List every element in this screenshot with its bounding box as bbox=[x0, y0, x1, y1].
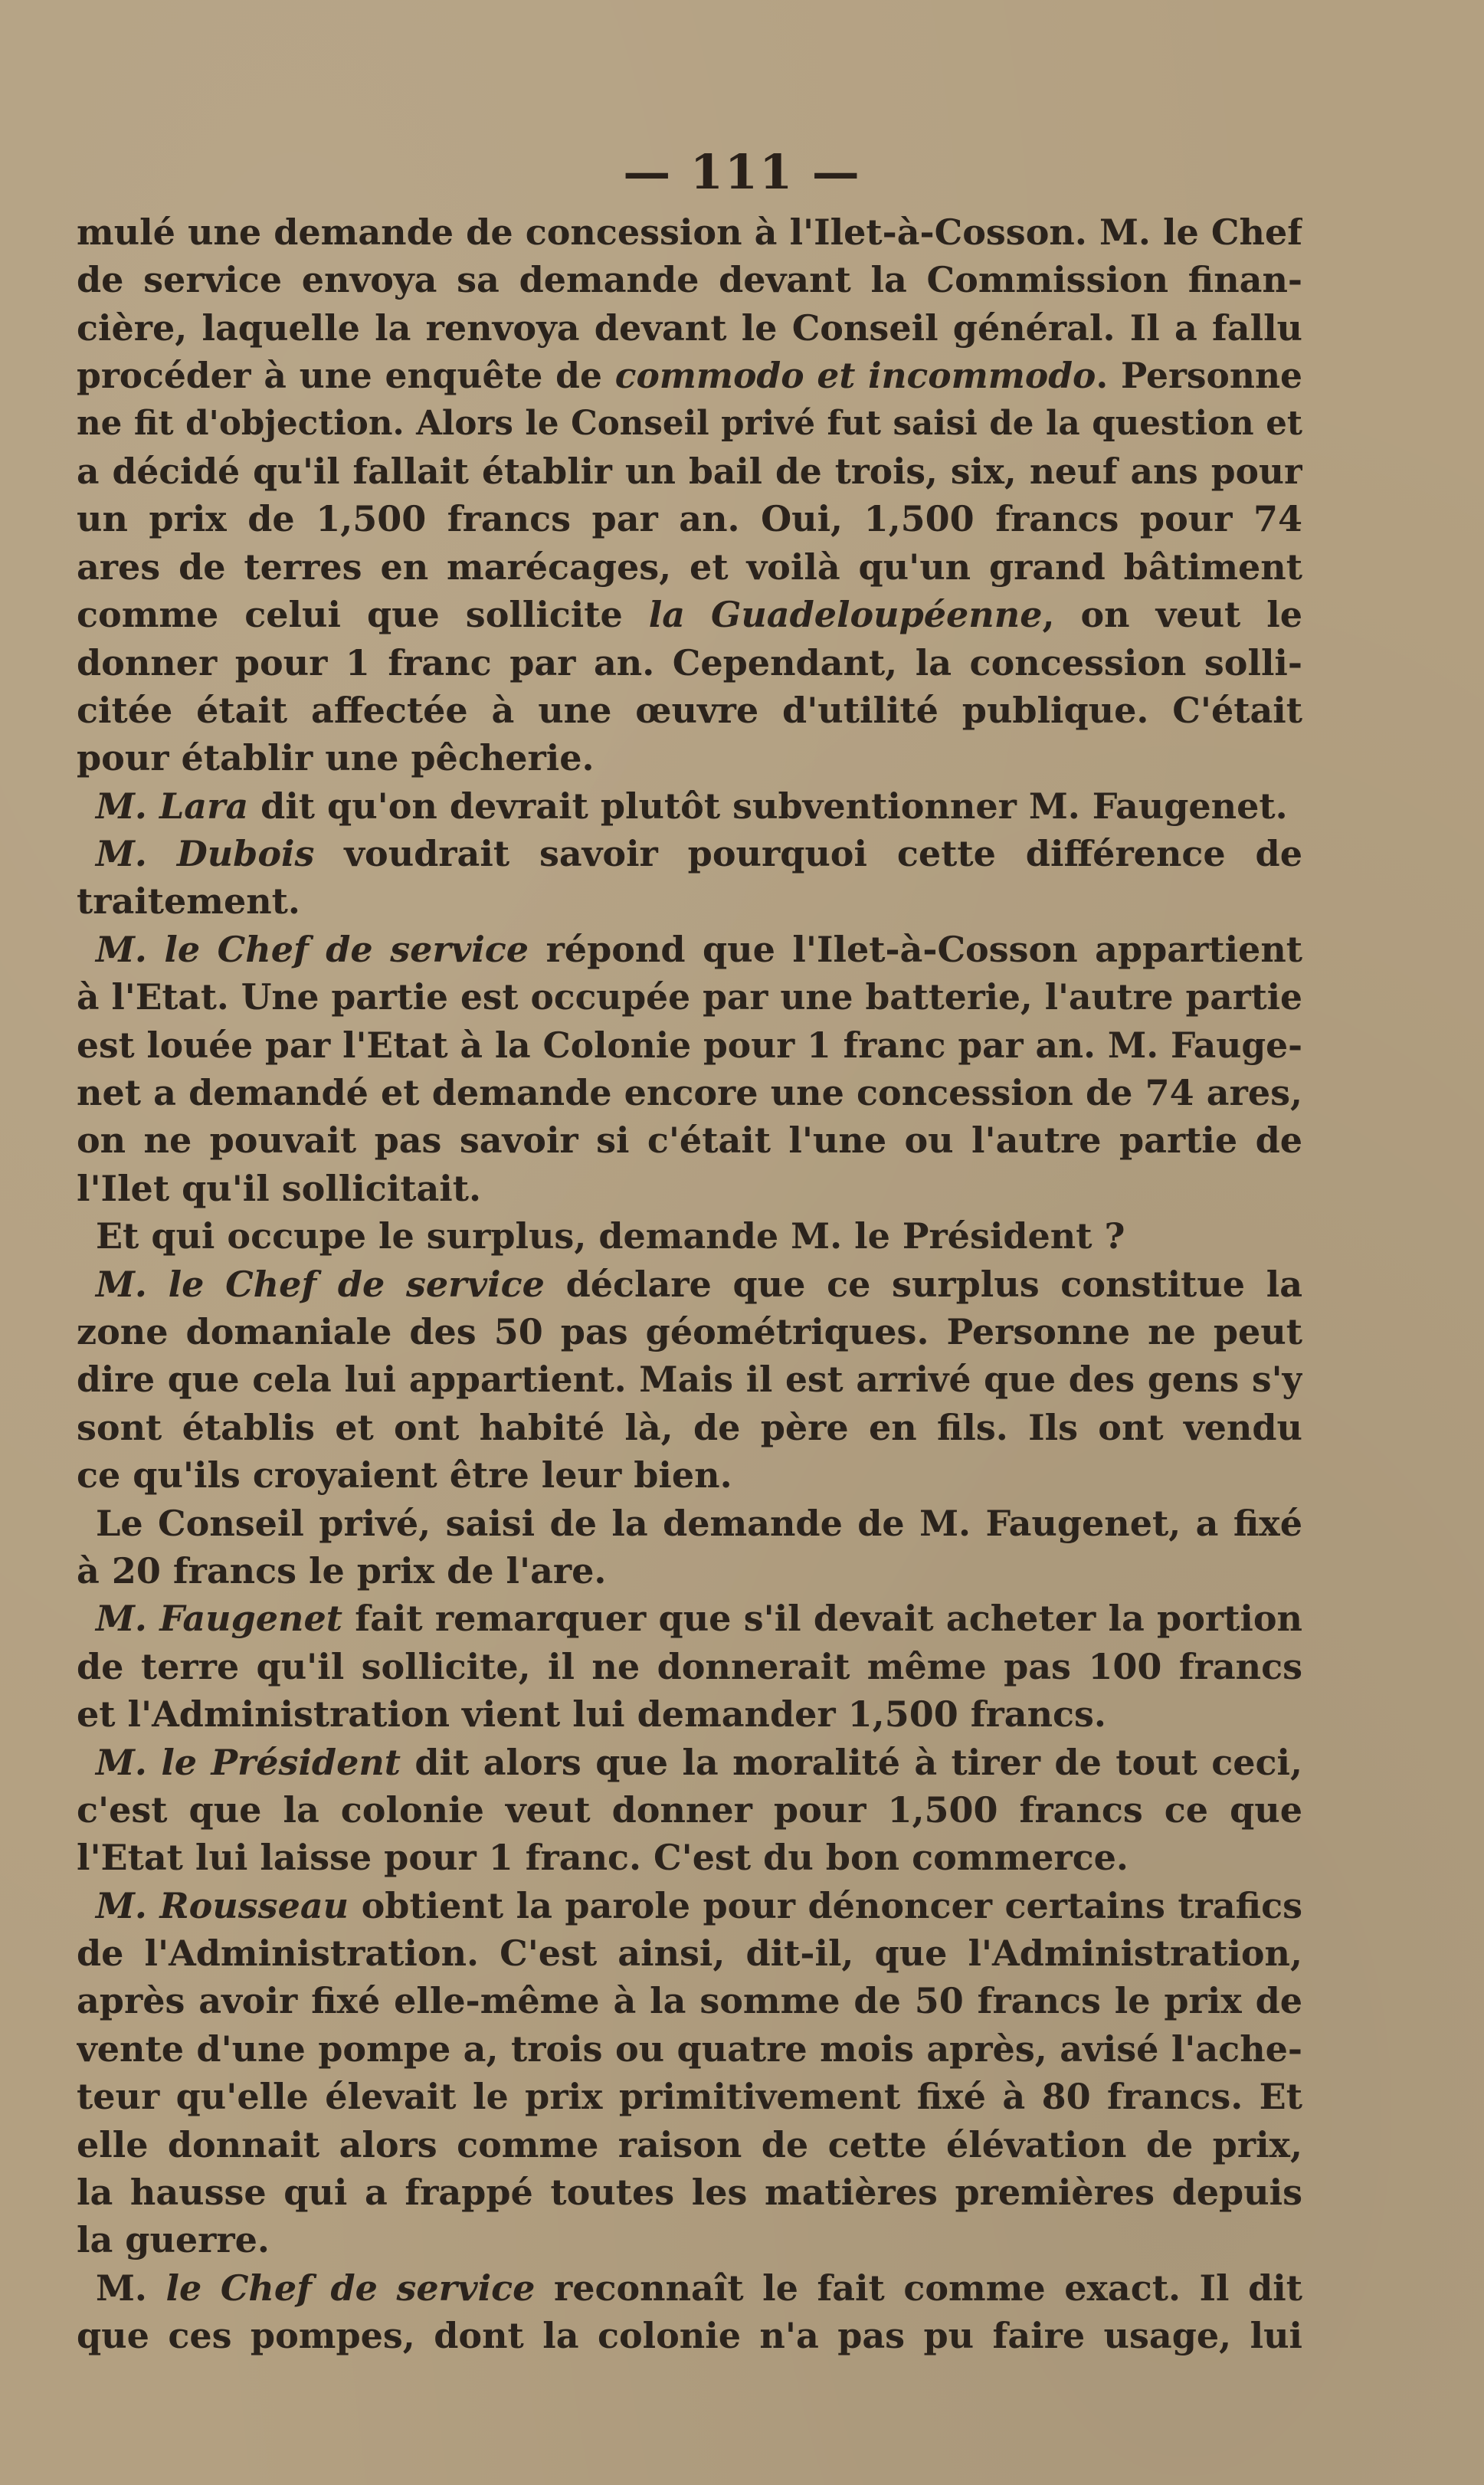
text-line-6: a décidé qu'il fallait établir un bail de trois, six, neuf ans pour bbox=[77, 450, 1302, 492]
text-line-12: pour établir une pêcherie. bbox=[77, 737, 595, 779]
text-line-11: citée était affectée à une œuvre d'utilité publique. C'était bbox=[77, 689, 1302, 731]
text-line-41: elle donnait alors comme raison de cette élévation de prix, bbox=[77, 2123, 1302, 2165]
text-line-39: vente d'une pompe a, trois ou quatre mois après, avisé l'ache- bbox=[77, 2028, 1302, 2070]
text-line-42: la hausse qui a frappé toutes les matières premières depuis bbox=[77, 2172, 1302, 2214]
text-line-37: de l'Administration. C'est ainsi, dit-il, que l'Administration, bbox=[77, 1933, 1302, 1975]
text-line-5: ne fit d'objection. Alors le Conseil privé fut saisi de la question et bbox=[77, 403, 1302, 443]
text-line-21: l'Ilet qu'il sollicitait. bbox=[77, 1167, 482, 1209]
text-line-22: Et qui occupe le surplus, demande M. le Président ? bbox=[96, 1215, 1125, 1257]
text-line-18: est louée par l'Etat à la Colonie pour 1 franc par an. M. Fauge- bbox=[77, 1024, 1302, 1066]
text-line-8: ares de terres en marécages, et voilà qu'un grand bâtiment bbox=[77, 546, 1302, 588]
text-line-36: M. Rousseau obtient la parole pour dénoncer certains trafics bbox=[96, 1884, 1302, 1926]
body-text bbox=[77, 208, 1302, 2360]
text-line-27: ce qu'ils croyaient être leur bien. bbox=[77, 1454, 732, 1497]
text-line-16: M. le Chef de service répond que l'Ilet-à-Cosson appartient bbox=[96, 928, 1302, 970]
text-line-19: net a demandé et demande encore une concession de 74 ares, bbox=[77, 1072, 1302, 1114]
text-line-34: c'est que la colonie veut donner pour 1,500 francs ce que bbox=[77, 1788, 1302, 1831]
text-line-43: la guerre. bbox=[77, 2219, 270, 2261]
text-line-2: de service envoya sa demande devant la Commission finan- bbox=[77, 259, 1302, 301]
text-line-23: M. le Chef de service déclare que ce surplus constitue la bbox=[96, 1263, 1302, 1305]
text-line-9: comme celui que sollicite la Guadeloupéenne, on veut le bbox=[77, 594, 1302, 636]
text-line-10: donner pour 1 franc par an. Cependant, la concession solli- bbox=[77, 641, 1302, 684]
page-number: — 111 — bbox=[623, 144, 861, 200]
text-line-32: et l'Administration vient lui demander 1,500 francs. bbox=[77, 1693, 1106, 1736]
text-line-33: M. le Président dit alors que la moralité à tirer de tout ceci, bbox=[96, 1741, 1302, 1783]
text-line-26: sont établis et ont habité là, de père en fils. Ils ont vendu bbox=[77, 1406, 1302, 1448]
text-line-7: un prix de 1,500 francs par an. Oui, 1,500 francs pour 74 bbox=[77, 498, 1302, 540]
text-line-3: cière, laquelle la renvoya devant le Conseil général. Il a fallu bbox=[77, 307, 1302, 349]
text-line-35: l'Etat lui laisse pour 1 franc. C'est du bon commerce. bbox=[77, 1837, 1129, 1879]
text-line-25: dire que cela lui appartient. Mais il est arrivé que des gens s'y bbox=[77, 1359, 1302, 1401]
text-line-20: on ne pouvait pas savoir si c'était l'une ou l'autre partie de bbox=[77, 1120, 1302, 1162]
text-line-15: traitement. bbox=[77, 880, 300, 923]
text-line-30: M. Faugenet fait remarquer que s'il devait acheter la portion bbox=[96, 1598, 1302, 1640]
text-line-40: teur qu'elle élevait le prix primitivement fixé à 80 francs. Et bbox=[77, 2076, 1302, 2118]
text-line-29: à 20 francs le prix de l'are. bbox=[77, 1549, 607, 1592]
text-line-14: M. Dubois voudrait savoir pourquoi cette différence de bbox=[96, 833, 1302, 875]
text-line-31: de terre qu'il sollicite, il ne donnerait même pas 100 francs bbox=[77, 1645, 1302, 1687]
text-line-17: à l'Etat. Une partie est occupée par une batterie, l'autre partie bbox=[77, 976, 1302, 1018]
text-line-45: que ces pompes, dont la colonie n'a pas pu faire usage, lui bbox=[77, 2315, 1302, 2357]
text-line-44: M. le Chef de service reconnaît le fait comme exact. Il dit bbox=[96, 2267, 1302, 2309]
text-line-28: Le Conseil privé, saisi de la demande de M. Faugenet, a fixé bbox=[96, 1502, 1302, 1544]
text-line-13: M. Lara dit qu'on devrait plutôt subventionner M. Faugenet. bbox=[96, 785, 1288, 827]
text-line-1: mulé une demande de concession à l'Ilet-à-Cosson. M. le Chef bbox=[77, 211, 1302, 253]
text-line-38: après avoir fixé elle-même à la somme de 50 francs le prix de bbox=[77, 1980, 1302, 2022]
text-line-4: procéder à une enquête de commodo et incommodo. Personne bbox=[77, 355, 1302, 397]
text-line-24: zone domaniale des 50 pas géométriques. Personne ne peut bbox=[77, 1310, 1302, 1352]
